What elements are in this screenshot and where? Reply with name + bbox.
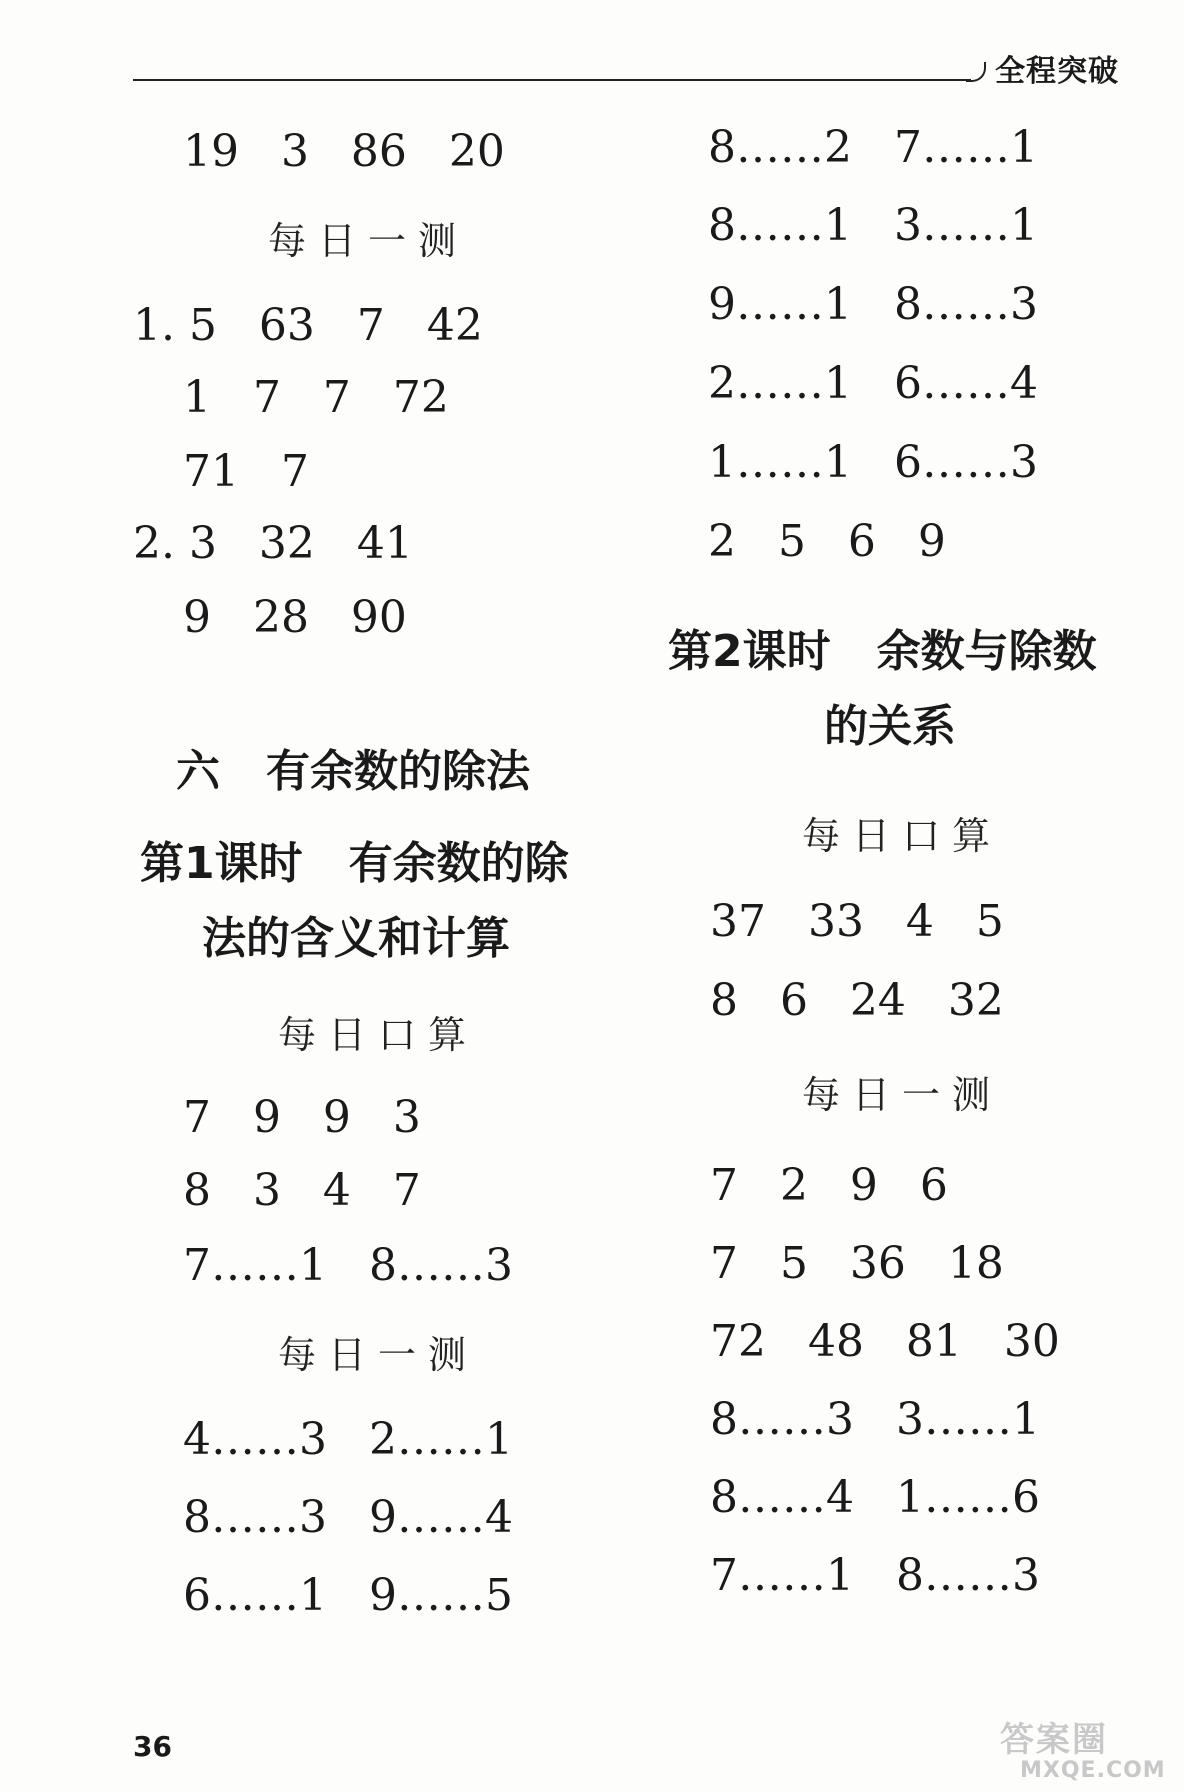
daily-test-q2-row: 2. 3 32 41 [133, 518, 413, 569]
answers-top-row: 19 3 86 20 [183, 126, 505, 177]
daily-test-heading: 每日一测 [278, 1333, 479, 1377]
daily-calc-row: 8 3 4 7 [183, 1165, 421, 1216]
page-number: 36 [133, 1730, 172, 1763]
daily-test-row: 8……3 3……1 [710, 1394, 1040, 1445]
daily-test-row: 7……1 8……3 [710, 1550, 1040, 1601]
lesson-1-title-line1: 第1课时 有余数的除 [140, 838, 569, 889]
daily-test-row: 72 48 81 30 [710, 1316, 1060, 1367]
daily-test-q2-row: 9 28 90 [183, 592, 407, 643]
watermark-url: MXQE.COM [1020, 1758, 1166, 1783]
daily-test-q1-row: 1 7 7 72 [183, 372, 449, 423]
answer-row: 1……1 6……3 [708, 437, 1038, 488]
daily-calc-heading: 每日口算 [802, 814, 1003, 858]
daily-calc-row: 7……1 8……3 [183, 1240, 513, 1291]
watermark-logo: 答案圈 [1000, 1720, 1108, 1760]
daily-test-row: 4……3 2……1 [183, 1414, 513, 1465]
daily-test-row: 8……3 9……4 [183, 1492, 513, 1543]
lesson-1-title-line2: 法的含义和计算 [202, 913, 510, 964]
daily-calc-row: 8 6 24 32 [710, 975, 1004, 1026]
answer-row: 2 5 6 9 [708, 516, 946, 567]
daily-test-row: 7 5 36 18 [710, 1238, 1004, 1289]
daily-calc-heading: 每日口算 [278, 1013, 479, 1057]
daily-calc-row: 37 33 4 5 [710, 896, 1004, 947]
daily-test-row: 6……1 9……5 [183, 1570, 513, 1621]
header-rule-hook [966, 62, 986, 82]
daily-test-heading: 每日一测 [268, 219, 469, 263]
lesson-2-title-line2: 的关系 [824, 701, 956, 752]
answer-row: 8……2 7……1 [708, 122, 1038, 173]
daily-test-row: 8……4 1……6 [710, 1472, 1040, 1523]
lesson-2-title-line1: 第2课时 余数与除数 [668, 626, 1097, 677]
answer-row: 8……1 3……1 [708, 200, 1038, 251]
answer-row: 2……1 6……4 [708, 358, 1038, 409]
daily-test-q1-row: 71 7 [183, 446, 309, 497]
daily-test-heading: 每日一测 [802, 1073, 1003, 1117]
answer-row: 9……1 8……3 [708, 279, 1038, 330]
daily-calc-row: 7 9 9 3 [183, 1092, 421, 1143]
chapter-title: 六 有余数的除法 [176, 746, 530, 797]
header-rule [133, 79, 971, 81]
daily-test-q1-row: 1. 5 63 7 42 [133, 300, 483, 351]
daily-test-row: 7 2 9 6 [710, 1160, 948, 1211]
brand-title: 全程突破 [995, 54, 1119, 89]
